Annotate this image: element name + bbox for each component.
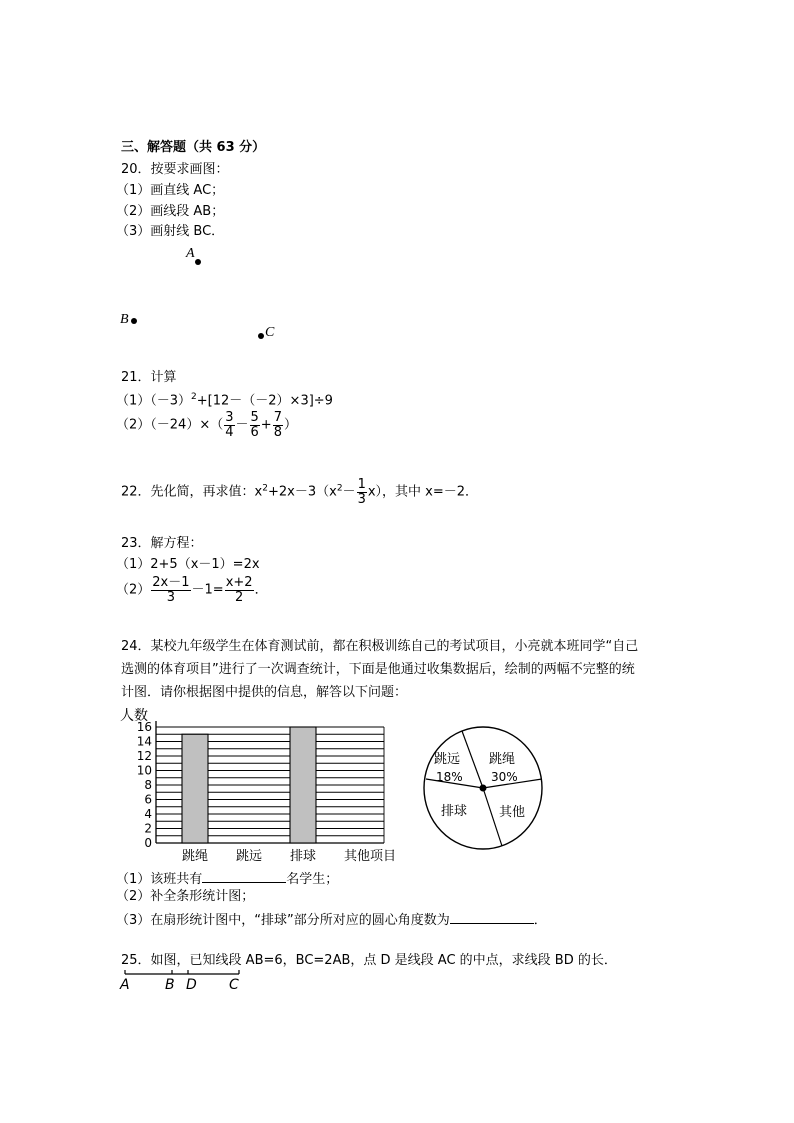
q24-sub-1 <box>116 871 338 886</box>
q21-p2-end: ） <box>283 417 297 433</box>
q21-p1-sup: 2 <box>191 392 197 402</box>
q23-stem: 23．解方程： <box>121 536 203 551</box>
q22-a: 22．先化简，再求值：x <box>121 484 263 500</box>
q23-frac-1: $\frac{2x-1}{3}$ <box>152 575 190 605</box>
bar-2 <box>290 727 316 843</box>
q24-sub-3 <box>116 912 547 927</box>
section-title: 三、解答题（共 63 分） <box>121 140 266 155</box>
q21-plus: + <box>260 417 272 433</box>
q21-frac-3: $\frac{7}{8}$ <box>273 410 282 440</box>
pie-chart <box>422 723 546 851</box>
q21-minus: － <box>235 417 249 433</box>
q22-line <box>121 478 478 506</box>
pie-label-paiqiu: 排球 <box>441 804 468 819</box>
q21-p2-a: （2）（－24）×（ <box>116 417 224 433</box>
q24-q3-text: （3）在扇形统计图中，“排球”部分所对应的圆心角度数为 <box>116 913 450 928</box>
point-c-dot <box>258 333 264 339</box>
y-tick-label: 16 <box>136 720 152 734</box>
category-label-1: 跳远 <box>235 849 263 864</box>
point-a-label: A <box>186 246 195 261</box>
q20-item-3: （3）画射线 BC． <box>116 224 225 239</box>
bar-chart-categories <box>182 848 370 864</box>
bar-chart-xlabel: 项目 <box>370 849 397 864</box>
y-tick-label: 4 <box>144 807 152 821</box>
q22-c: － <box>342 484 356 500</box>
point-b-dot <box>131 318 137 324</box>
q24-line-1: 24．某校九年级学生在体育测试前，都在积极训练自己的考试项目，小亮就本班同学“自己 <box>121 639 639 654</box>
point-a-dot <box>195 259 201 265</box>
q21-part2 <box>116 411 297 439</box>
pie-pct-tiaoyuan: 18% <box>436 770 463 784</box>
y-tick-label: 14 <box>136 734 152 749</box>
bar-chart-ylabel: 人数 <box>120 708 148 724</box>
pie-label-tiaoyuan: 跳远 <box>434 752 461 767</box>
category-label-0: 跳绳 <box>181 849 209 864</box>
pie-pct-tiaosheng: 30% <box>491 770 518 784</box>
q25-text: 25．如图，已知线段 AB=6，BC=2AB，点 D 是线段 AC 的中点，求线段 BD 的长． <box>121 953 617 968</box>
q20-stem: 20．按要求画图： <box>121 162 229 177</box>
segment-label-c: C <box>229 977 239 992</box>
segment-label-d: D <box>186 977 197 992</box>
segment-label-b: B <box>165 977 175 992</box>
category-label-2: 排球 <box>289 849 317 864</box>
y-tick-label: 0 <box>144 836 152 850</box>
q24-line-3: 计图．请你根据图中提供的信息，解答以下问题： <box>121 685 408 700</box>
y-tick-label: 8 <box>144 778 152 792</box>
q23-p2-a: （2） <box>116 582 151 598</box>
segment-label-a: A <box>120 977 130 992</box>
q24-sub-2: （2）补全条形统计图； <box>116 889 255 904</box>
pie-center-dot <box>480 785 487 792</box>
q22-d: x），其中 x=－2． <box>367 484 479 500</box>
y-tick-label: 10 <box>136 763 152 778</box>
y-tick-label: 6 <box>144 792 152 807</box>
q23-p2-c: ． <box>254 582 268 598</box>
q21-part1 <box>116 393 333 407</box>
q21-frac-2: $\frac{5}{6}$ <box>250 410 259 440</box>
pie-label-qita: 其他 <box>499 805 526 820</box>
y-tick-label: 2 <box>144 821 152 836</box>
q20-item-2: （2）画线段 AB； <box>116 204 225 219</box>
q20-item-1: （1）画直线 AC； <box>116 183 225 198</box>
q24-q3-end: ． <box>533 913 547 928</box>
category-label-3: 其他 <box>343 849 371 864</box>
bar-chart-y-ticks <box>137 720 152 850</box>
segment-diagram <box>116 968 251 992</box>
q23-part2 <box>116 576 268 604</box>
q24-q1-b: 名学生； <box>286 872 339 887</box>
bar-chart <box>116 703 406 865</box>
y-tick-label: 12 <box>136 749 152 763</box>
q24-q3-blank[interactable] <box>450 912 534 924</box>
q21-p1-b: +[12－（－2）×3]÷9 <box>196 393 333 409</box>
point-b-label: B <box>120 312 129 327</box>
q24-line-2: 选测的体育项目”进行了一次调查统计，下面是他通过收集数据后，绘制的两幅不完整的统 <box>121 662 635 677</box>
q22-frac: $\frac{1}{3}$ <box>357 477 366 507</box>
q21-frac-1: $\frac{3}{4}$ <box>225 410 234 440</box>
q22-sup2: 2 <box>336 483 343 494</box>
point-c-label: C <box>265 325 275 340</box>
q23-p2-b: －1= <box>191 582 224 598</box>
q23-part1: （1）2+5（x－1）=2x <box>116 557 260 572</box>
q23-frac-2: $\frac{x+2}{2}$ <box>225 575 253 605</box>
pie-label-tiaosheng: 跳绳 <box>489 752 516 767</box>
bar-0 <box>182 734 208 843</box>
q21-p1-a: （1）（－3） <box>116 393 192 409</box>
q24-q1-blank[interactable] <box>202 871 286 883</box>
q22-sup1: 2 <box>262 483 268 494</box>
q22-b: +2x－3（x <box>267 484 337 500</box>
q24-q1-a: （1）该班共有 <box>116 872 203 887</box>
q21-stem: 21．计算 <box>121 370 177 385</box>
